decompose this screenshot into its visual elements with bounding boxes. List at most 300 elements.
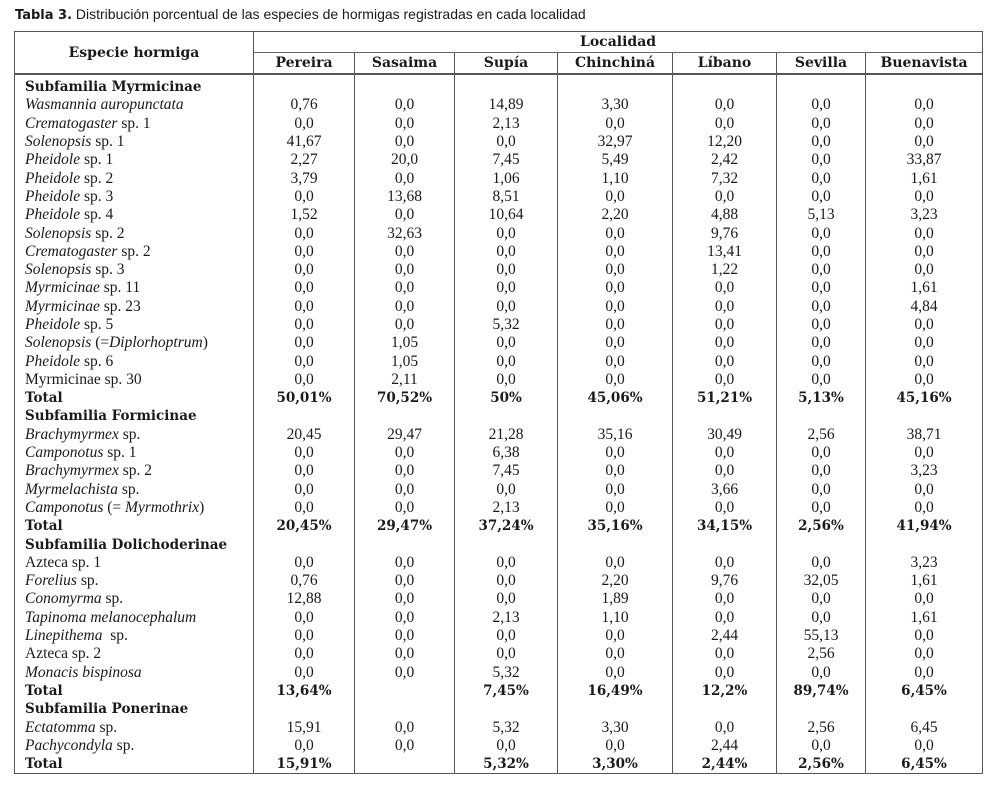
value-cell: 0,0 [777, 279, 866, 297]
value-cell: 0,0 [866, 352, 983, 370]
value-cell: 1,52 [254, 206, 355, 224]
value-cell: 0,0 [777, 96, 866, 114]
value-cell [866, 407, 983, 425]
value-cell: 0,0 [777, 352, 866, 370]
total-row [15, 389, 983, 407]
value-cell: 0,0 [254, 481, 355, 499]
value-cell: 0,0 [777, 590, 866, 608]
species-name [15, 682, 254, 700]
name-part: Pheidole [25, 151, 81, 169]
value-cell: 0,0 [558, 499, 673, 517]
value-cell: 7,45 [455, 462, 558, 480]
name-part: Myrmothrix [125, 498, 200, 516]
name-part: Azteca sp. 1 [25, 553, 102, 571]
name-part: sp. [101, 590, 124, 608]
value-cell: 29,47 [355, 426, 455, 444]
value-cell: 3,66 [673, 481, 777, 499]
value-cell: 0,0 [355, 169, 455, 187]
name-part: Myrmicinae sp. 30 [25, 370, 142, 388]
species-name [15, 590, 254, 608]
table-row [15, 115, 983, 133]
table-row [15, 426, 983, 444]
value-cell: 0,0 [866, 590, 983, 608]
name-part: Crematogaster [25, 114, 118, 132]
value-cell: 0,0 [558, 224, 673, 242]
value-cell: 0,0 [455, 737, 558, 755]
table-row [15, 664, 983, 682]
species-name [15, 462, 254, 480]
table-row [15, 298, 983, 316]
value-cell: 35,16 [558, 426, 673, 444]
species-name [15, 74, 254, 96]
header-localidad: Localidad [254, 32, 983, 53]
name-part: Myrmicinae [25, 279, 100, 297]
name-part: Brachymyrmex [25, 462, 119, 480]
value-cell: 0,0 [777, 261, 866, 279]
value-cell: 0,0 [355, 590, 455, 608]
value-cell [254, 535, 355, 553]
value-cell: 0,0 [254, 243, 355, 261]
species-name [15, 517, 254, 535]
value-cell: 0,0 [777, 609, 866, 627]
value-cell: 34,15% [673, 517, 777, 535]
value-cell: 3,79 [254, 169, 355, 187]
value-cell: 9,76 [673, 572, 777, 590]
species-name [15, 718, 254, 736]
table-row [15, 499, 983, 517]
value-cell: 0,0 [673, 352, 777, 370]
value-cell: 0,0 [558, 261, 673, 279]
value-cell: 0,0 [355, 718, 455, 736]
value-cell: 3,30 [558, 96, 673, 114]
name-part: sp. 23 [99, 297, 141, 315]
name-part: sp. 2 [118, 462, 152, 480]
value-cell: 5,49 [558, 151, 673, 169]
species-name [15, 444, 254, 462]
species-name [15, 535, 254, 553]
species-name [15, 627, 254, 645]
name-part: Camponotus [25, 498, 104, 516]
caption-label: Tabla 3. [15, 8, 73, 23]
value-cell: 0,0 [866, 261, 983, 279]
name-part: Total [25, 756, 63, 773]
header-locality: Buenavista [866, 53, 983, 75]
subfamily-row [15, 700, 983, 718]
name-part: Pheidole [25, 169, 81, 187]
value-cell: 0,0 [866, 224, 983, 242]
value-cell: 41,94% [866, 517, 983, 535]
value-cell: 0,0 [673, 188, 777, 206]
value-cell: 0,0 [254, 115, 355, 133]
value-cell: 1,61 [866, 572, 983, 590]
table-row [15, 645, 983, 663]
value-cell: 0,0 [455, 590, 558, 608]
value-cell: 0,0 [355, 206, 455, 224]
total-row [15, 517, 983, 535]
value-cell [777, 74, 866, 96]
name-part: sp. 1 [91, 133, 125, 151]
value-cell: 0,0 [673, 316, 777, 334]
value-cell [866, 700, 983, 718]
species-name [15, 96, 254, 114]
value-cell: 0,0 [866, 334, 983, 352]
species-name [15, 224, 254, 242]
name-part: Total [25, 390, 63, 407]
value-cell: 0,0 [355, 261, 455, 279]
species-name [15, 115, 254, 133]
value-cell: 2,13 [455, 609, 558, 627]
value-cell: 70,52% [355, 389, 455, 407]
value-cell: 0,76 [254, 572, 355, 590]
value-cell: 0,0 [866, 133, 983, 151]
name-part: sp. [112, 736, 135, 754]
value-cell: 0,0 [777, 462, 866, 480]
value-cell: 21,28 [455, 426, 558, 444]
value-cell [254, 700, 355, 718]
value-cell: 0,0 [558, 188, 673, 206]
name-part: Subfamilia Myrmicinae [25, 79, 202, 96]
value-cell: 0,0 [558, 243, 673, 261]
table-row [15, 279, 983, 297]
value-cell: 32,05 [777, 572, 866, 590]
value-cell: 13,41 [673, 243, 777, 261]
table-row [15, 261, 983, 279]
value-cell: 1,05 [355, 334, 455, 352]
value-cell: 0,0 [254, 554, 355, 572]
table-row [15, 572, 983, 590]
value-cell: 1,89 [558, 590, 673, 608]
value-cell: 0,0 [558, 462, 673, 480]
subfamily-row [15, 407, 983, 425]
value-cell: 0,0 [673, 115, 777, 133]
value-cell: 13,68 [355, 188, 455, 206]
value-cell: 0,0 [777, 115, 866, 133]
value-cell: 4,88 [673, 206, 777, 224]
value-cell: 20,0 [355, 151, 455, 169]
species-name [15, 371, 254, 389]
value-cell: 3,23 [866, 206, 983, 224]
value-cell: 0,0 [866, 115, 983, 133]
value-cell: 2,13 [455, 499, 558, 517]
value-cell [673, 535, 777, 553]
value-cell: 2,44 [673, 627, 777, 645]
name-part: ) [202, 334, 208, 352]
value-cell: 45,16% [866, 389, 983, 407]
value-cell: 1,22 [673, 261, 777, 279]
value-cell: 16,49% [558, 682, 673, 700]
value-cell: 0,0 [866, 645, 983, 663]
value-cell: 0,0 [558, 554, 673, 572]
table-row [15, 718, 983, 736]
species-name [15, 755, 254, 774]
name-part: Subfamilia Ponerinae [25, 701, 189, 718]
value-cell: 2,11 [355, 371, 455, 389]
value-cell: 12,88 [254, 590, 355, 608]
value-cell: 0,0 [558, 664, 673, 682]
value-cell: 0,0 [673, 279, 777, 297]
value-cell: 0,0 [355, 481, 455, 499]
value-cell: 1,10 [558, 609, 673, 627]
name-part: Pachycondyla [25, 736, 113, 754]
value-cell: 0,0 [455, 243, 558, 261]
name-part: Camponotus [25, 444, 104, 462]
value-cell: 0,0 [673, 96, 777, 114]
value-cell: 29,47% [355, 517, 455, 535]
table-row [15, 444, 983, 462]
value-cell: 15,91% [254, 755, 355, 774]
name-part: sp. 2 [91, 224, 125, 242]
header-locality: Líbano [673, 53, 777, 75]
name-part: sp. 2 [117, 242, 151, 260]
value-cell [355, 535, 455, 553]
value-cell: 0,0 [673, 718, 777, 736]
value-cell: 0,0 [355, 279, 455, 297]
value-cell: 89,74% [777, 682, 866, 700]
value-cell: 0,0 [455, 352, 558, 370]
value-cell: 0,0 [355, 737, 455, 755]
species-name [15, 407, 254, 425]
value-cell: 0,0 [455, 554, 558, 572]
name-part: sp. [102, 627, 128, 645]
species-name [15, 151, 254, 169]
name-part: Myrmelachista [25, 480, 118, 498]
value-cell: 0,0 [558, 115, 673, 133]
value-cell: 14,89 [455, 96, 558, 114]
species-name [15, 334, 254, 352]
value-cell: 0,0 [455, 279, 558, 297]
value-cell: 2,20 [558, 206, 673, 224]
value-cell: 0,0 [558, 481, 673, 499]
table-row [15, 462, 983, 480]
value-cell: 0,0 [254, 279, 355, 297]
value-cell: 0,0 [866, 737, 983, 755]
value-cell: 0,0 [355, 444, 455, 462]
table-row [15, 352, 983, 370]
value-cell: 0,0 [254, 371, 355, 389]
value-cell [777, 407, 866, 425]
value-cell: 0,0 [355, 554, 455, 572]
name-part: (= [91, 334, 110, 352]
value-cell: 3,23 [866, 554, 983, 572]
value-cell [558, 407, 673, 425]
subfamily-row [15, 74, 983, 96]
species-name [15, 133, 254, 151]
value-cell: 0,0 [673, 664, 777, 682]
header-locality: Supía [455, 53, 558, 75]
value-cell: 0,0 [254, 664, 355, 682]
value-cell [558, 74, 673, 96]
value-cell [355, 700, 455, 718]
value-cell: 2,56% [777, 517, 866, 535]
species-name [15, 645, 254, 663]
species-name [15, 499, 254, 517]
value-cell: 0,0 [866, 188, 983, 206]
value-cell: 2,44 [673, 737, 777, 755]
name-part: Subfamilia Dolichoderinae [25, 536, 228, 553]
name-part: Solenopsis [25, 334, 92, 352]
value-cell: 3,30 [558, 718, 673, 736]
value-cell: 0,0 [673, 444, 777, 462]
value-cell: 0,0 [455, 133, 558, 151]
value-cell: 5,13% [777, 389, 866, 407]
table-row [15, 627, 983, 645]
species-name [15, 188, 254, 206]
species-name [15, 609, 254, 627]
value-cell: 0,0 [777, 188, 866, 206]
value-cell [355, 407, 455, 425]
value-cell: 0,0 [355, 645, 455, 663]
value-cell: 0,0 [866, 499, 983, 517]
value-cell: 13,64% [254, 682, 355, 700]
name-part: sp. [95, 718, 118, 736]
value-cell: 3,23 [866, 462, 983, 480]
value-cell [355, 755, 455, 774]
value-cell: 20,45 [254, 426, 355, 444]
table-row [15, 96, 983, 114]
value-cell: 0,0 [254, 645, 355, 663]
name-part: sp. 6 [80, 352, 114, 370]
table-body [15, 74, 983, 774]
value-cell: 0,0 [355, 96, 455, 114]
value-cell: 2,13 [455, 115, 558, 133]
name-part: Total [25, 682, 63, 699]
table-row [15, 151, 983, 169]
value-cell: 0,0 [777, 169, 866, 187]
value-cell [673, 407, 777, 425]
value-cell: 12,2% [673, 682, 777, 700]
name-part: Diplorhoptrum [109, 334, 203, 352]
name-part: Wasmannia auropunctata [25, 96, 184, 114]
name-part: Pheidole [25, 316, 81, 333]
table-row [15, 481, 983, 499]
name-part: sp. 5 [80, 316, 114, 333]
value-cell: 0,0 [254, 627, 355, 645]
value-cell: 0,0 [558, 334, 673, 352]
value-cell: 0,0 [777, 499, 866, 517]
value-cell: 5,32 [455, 664, 558, 682]
name-part: sp. 11 [99, 279, 141, 297]
value-cell [455, 535, 558, 553]
value-cell: 0,0 [673, 371, 777, 389]
species-distribution-table [14, 31, 983, 774]
value-cell: 50% [455, 389, 558, 407]
name-part: Conomyrma [25, 590, 102, 608]
value-cell: 30,49 [673, 426, 777, 444]
species-name [15, 206, 254, 224]
species-name [15, 352, 254, 370]
value-cell: 2,44% [673, 755, 777, 774]
value-cell [673, 700, 777, 718]
value-cell: 1,06 [455, 169, 558, 187]
value-cell: 1,61 [866, 169, 983, 187]
name-part: sp. [118, 425, 141, 443]
value-cell: 0,0 [673, 462, 777, 480]
value-cell: 0,0 [673, 609, 777, 627]
value-cell: 0,0 [866, 316, 983, 334]
value-cell: 0,0 [254, 462, 355, 480]
value-cell: 0,0 [355, 572, 455, 590]
value-cell: 15,91 [254, 718, 355, 736]
value-cell: 0,0 [558, 298, 673, 316]
value-cell: 0,0 [866, 96, 983, 114]
table-caption [15, 6, 586, 23]
value-cell [673, 74, 777, 96]
value-cell: 0,0 [866, 444, 983, 462]
value-cell: 9,76 [673, 224, 777, 242]
table-row [15, 371, 983, 389]
species-name [15, 481, 254, 499]
value-cell: 0,0 [254, 609, 355, 627]
value-cell [355, 682, 455, 700]
value-cell: 0,0 [777, 298, 866, 316]
value-cell: 8,51 [455, 188, 558, 206]
value-cell: 2,56 [777, 645, 866, 663]
name-part: sp. [117, 480, 140, 498]
value-cell: 2,56% [777, 755, 866, 774]
species-name [15, 389, 254, 407]
value-cell: 0,0 [455, 572, 558, 590]
value-cell: 7,45 [455, 151, 558, 169]
name-part: sp. [76, 572, 99, 590]
name-part: (= [103, 498, 126, 516]
species-name [15, 700, 254, 718]
name-part: Myrmicinae [25, 297, 100, 315]
name-part: Brachymyrmex [25, 425, 119, 443]
value-cell [455, 407, 558, 425]
table-row [15, 243, 983, 261]
value-cell: 0,0 [455, 645, 558, 663]
value-cell: 10,64 [455, 206, 558, 224]
value-cell: 0,0 [558, 316, 673, 334]
name-part: sp. 3 [80, 187, 114, 205]
value-cell: 2,56 [777, 718, 866, 736]
value-cell: 0,0 [455, 298, 558, 316]
value-cell: 0,0 [777, 664, 866, 682]
value-cell: 0,0 [866, 371, 983, 389]
value-cell: 51,21% [673, 389, 777, 407]
value-cell: 1,61 [866, 609, 983, 627]
value-cell: 38,71 [866, 426, 983, 444]
value-cell: 37,24% [455, 517, 558, 535]
value-cell: 0,0 [558, 645, 673, 663]
value-cell: 12,20 [673, 133, 777, 151]
value-cell: 7,45% [455, 682, 558, 700]
value-cell: 0,0 [355, 133, 455, 151]
value-cell [866, 74, 983, 96]
value-cell: 0,0 [254, 316, 355, 334]
value-cell: 0,0 [254, 224, 355, 242]
name-part: sp. 1 [117, 114, 151, 132]
value-cell: 2,27 [254, 151, 355, 169]
name-part: Pheidole [25, 352, 81, 370]
value-cell: 0,0 [777, 371, 866, 389]
value-cell [254, 74, 355, 96]
value-cell: 0,0 [777, 151, 866, 169]
name-part: Solenopsis [25, 224, 92, 242]
value-cell: 0,0 [254, 499, 355, 517]
value-cell: 0,0 [777, 737, 866, 755]
name-part: sp. 3 [91, 261, 125, 279]
value-cell: 50,01% [254, 389, 355, 407]
value-cell: 0,0 [455, 371, 558, 389]
name-part: Azteca sp. 2 [25, 645, 102, 663]
value-cell: 0,0 [455, 481, 558, 499]
value-cell: 0,0 [558, 352, 673, 370]
value-cell: 0,0 [355, 316, 455, 334]
value-cell: 0,0 [455, 224, 558, 242]
value-cell: 0,0 [673, 590, 777, 608]
value-cell: 35,16% [558, 517, 673, 535]
